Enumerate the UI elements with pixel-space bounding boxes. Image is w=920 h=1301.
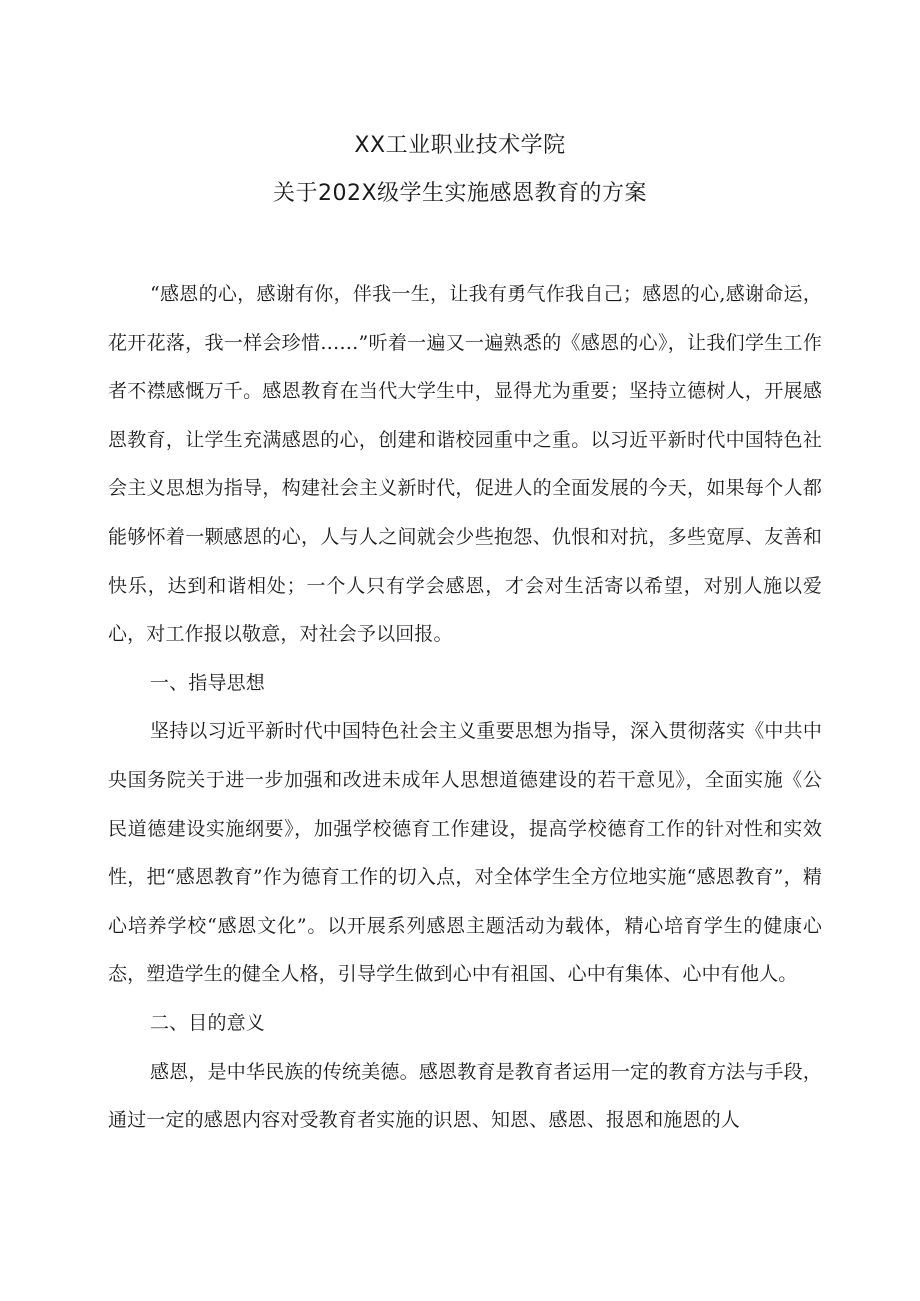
section-heading-purpose: 二、目的意义 xyxy=(150,1011,265,1034)
guiding-ideology-paragraph: 坚持以习近平新时代中国特色社会主义重要思想为指导，深入贯彻落实《中共中央国务院关于进一步加强和改进未成年人思想道德建设的若干意见》，全面实施《公民道德建设实施纲要》，加强学校德育工作建设，提高学校德育工作的针对性和实效性，把“感恩教育”作为德育工作的切入点，对全体学生全方位地实施“感恩教育”，精心培养学校“感恩文化”。以开展系列感恩主题活动为载体，精心培育学生的健康心态，塑造学生的健全人格，引导学生做到心中有祖国、心中有集体、心中有他人。 xyxy=(108,720,822,986)
document-body xyxy=(108,270,822,1145)
institution-name: XX工业职业技术学院 xyxy=(354,133,566,158)
purpose-paragraph: 感恩，是中华民族的传统美德。感恩教育是教育者运用一定的教育方法与手段，通过一定的感恩内容对受教育者实施的识恩、知恩、感恩、报恩和施恩的人 xyxy=(108,1060,822,1132)
document-subject: 关于202X级学生实施感恩教育的方案 xyxy=(272,181,648,206)
document-title xyxy=(0,133,920,207)
intro-paragraph: “感恩的心，感谢有你，伴我一生，让我有勇气作我自己；感恩的心,感谢命运，花开花落，我一样会珍惜……”听着一遍又一遍熟悉的《感恩的心》，让我们学生工作者不襟感慨万千。感恩教育在当代大学生中，显得尤为重要；坚持立德树人，开展感恩教育，让学生充满感恩的心，创建和谐校园重中之重。以习近平新时代中国特色社会主义思想为指导，构建社会主义新时代，促进人的全面发展的今天，如果每个人都能够怀着一颗感恩的心，人与人之间就会少些抱怨、仇恨和对抗，多些宽厚、友善和快乐，达到和谐相处；一个人只有学会感恩，才会对生活寄以希望，对别人施以爱心，对工作报以敬意，对社会予以回报。 xyxy=(108,283,822,646)
section-heading-guiding-ideology: 一、指导思想 xyxy=(150,671,265,694)
